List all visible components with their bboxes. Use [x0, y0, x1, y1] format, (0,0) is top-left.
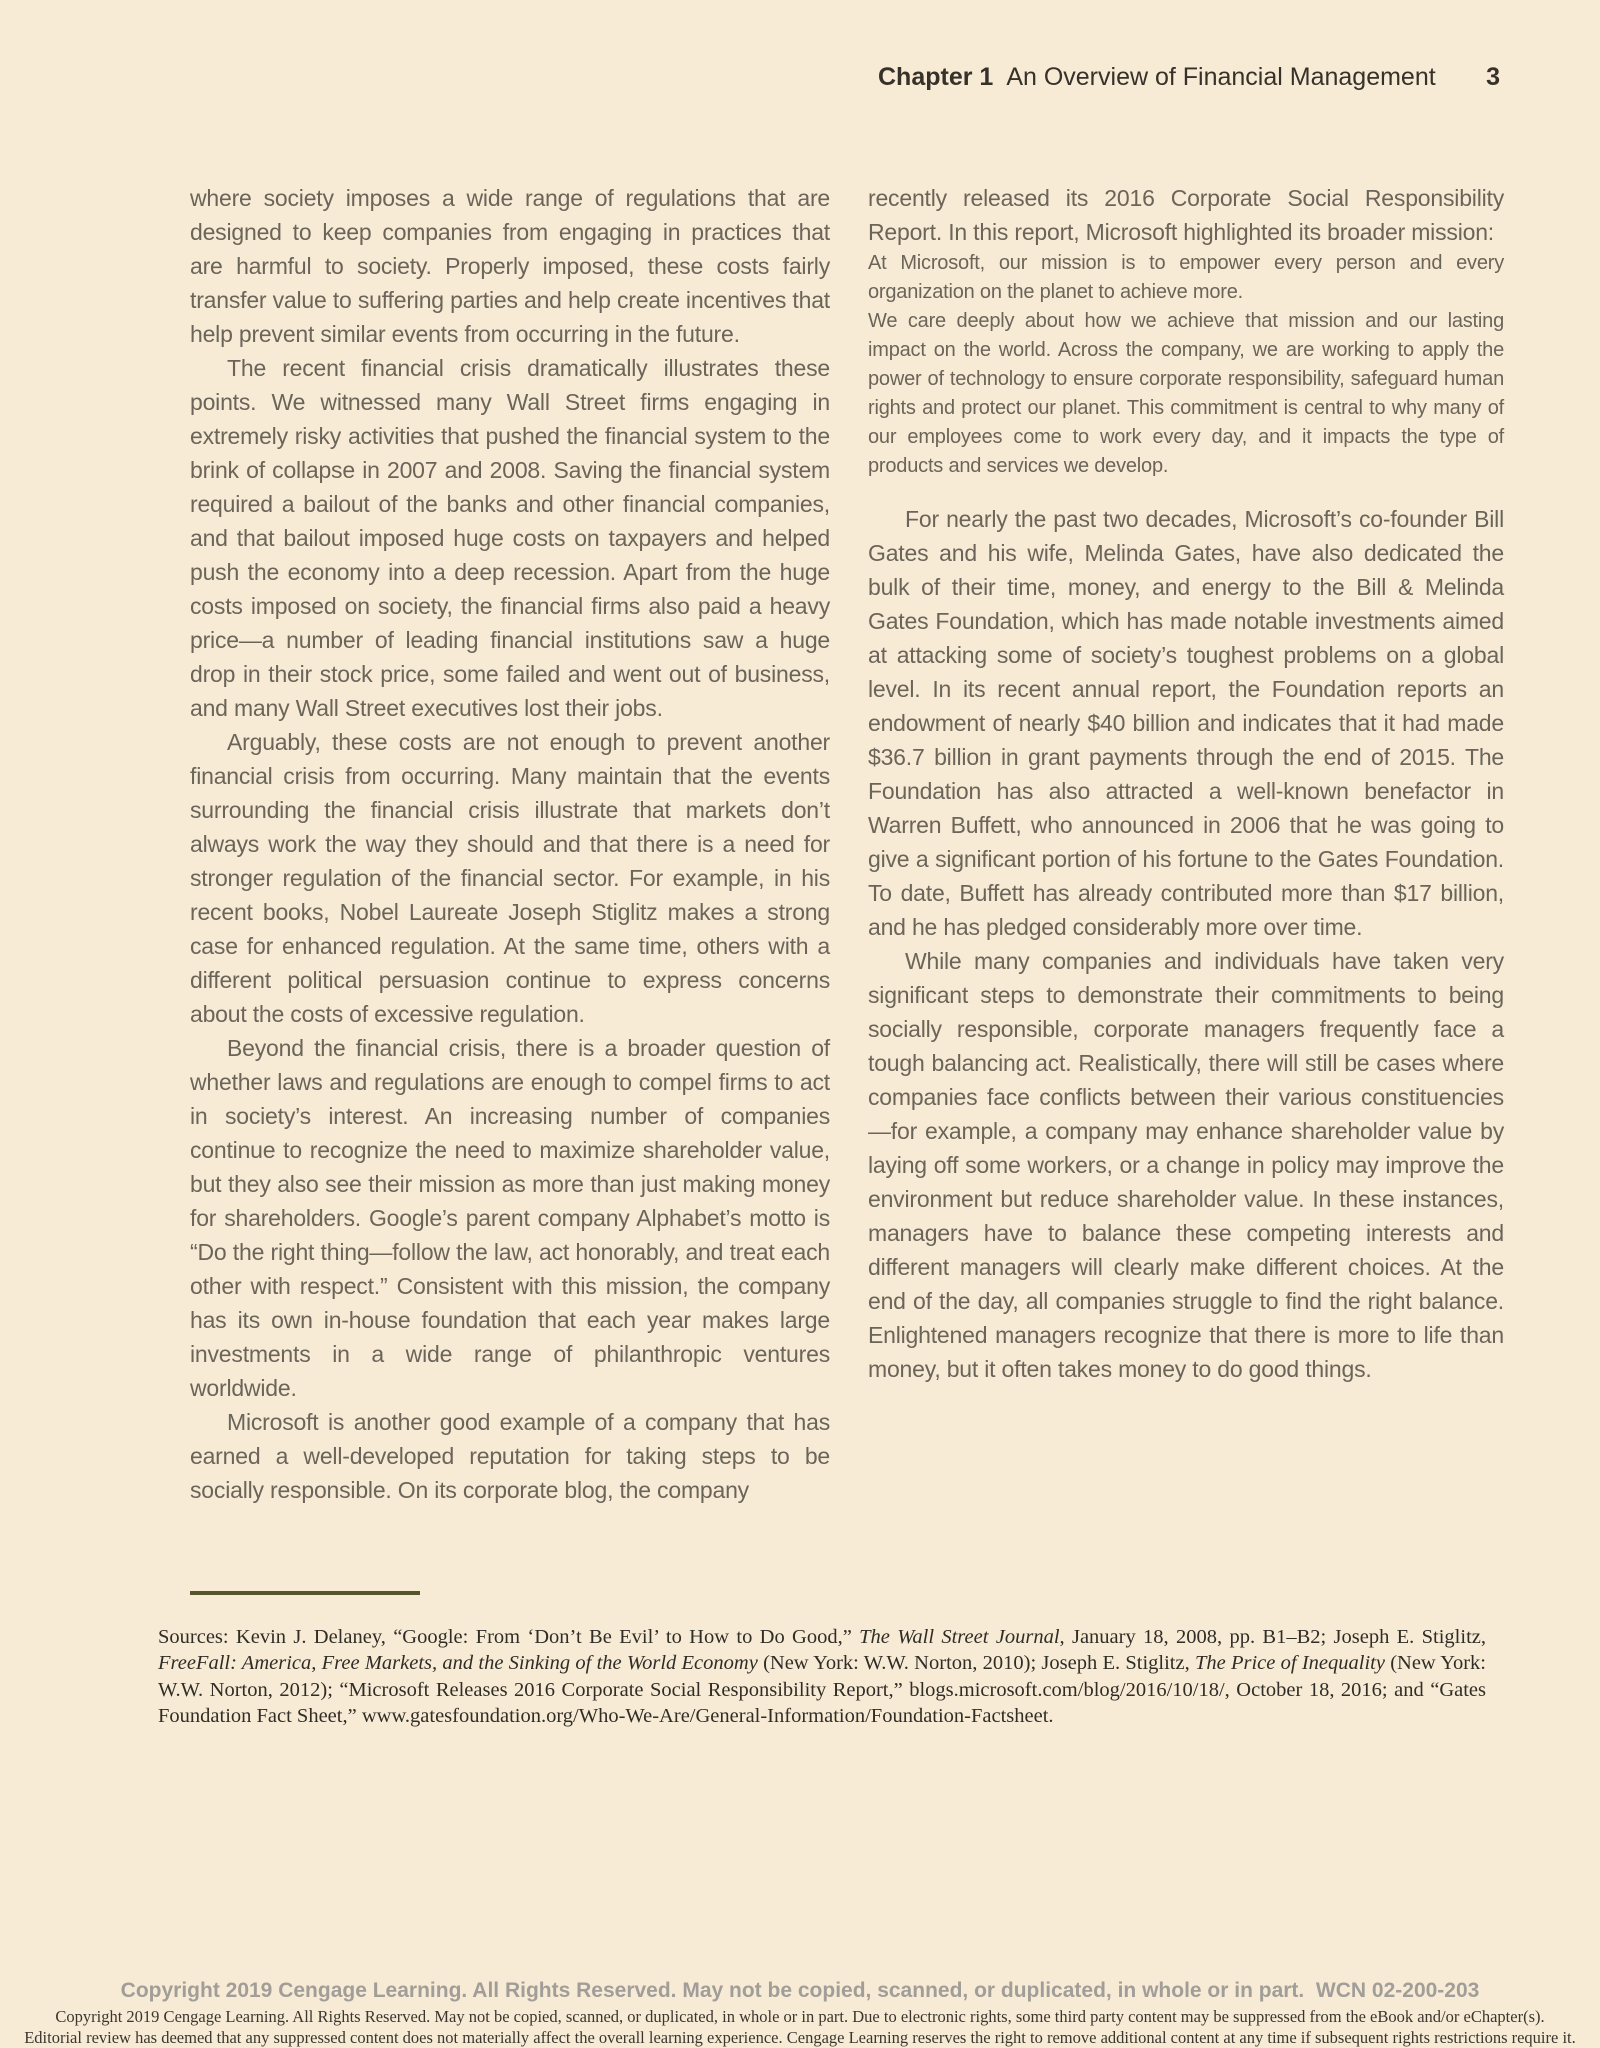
- chapter-label: Chapter 1: [878, 63, 994, 91]
- chapter-title: An Overview of Financial Management: [1006, 63, 1436, 91]
- blockquote-microsoft-mission: At Microsoft, our mission is to empower every person and every organization on the planet to achieve more.: [868, 252, 1504, 303]
- paragraph-balancing-act: While many companies and individuals have taken very significant steps to demonstrate their commitments to being socially responsible, corporate managers frequently face a tough balancing act. Realistically, there will still be cases where companies face conflicts between their various constituencies—for example, a company may enhance shareholder value by laying off some workers, or a change in policy may improve the environment but reduce shareholder value. In these instances, managers have to balance these competing interests and different managers will clearly make different choices. At the end of the day, all companies struggle to find the right balance. Enlightened managers recognize that there is more to life than money, but it often takes money to do good things.: [868, 948, 1504, 1382]
- body-columns: [190, 181, 1504, 1507]
- legal-notice-line-1: Copyright 2019 Cengage Learning. All Rights Reserved. May not be copied, scanned, or duplicated, in whole or in part. Due to electronic rights, some third party content may be suppressed from the eBook and/or eChapter(s).: [55, 2007, 1545, 2026]
- sources-segment: , January 18, 2008, pp. B1–B2; Joseph E. Stiglitz,: [1059, 1625, 1486, 1648]
- running-head: [878, 62, 1436, 92]
- sources-citation: [158, 1624, 1486, 1730]
- paragraph-regulations: where society imposes a wide range of regulations that are designed to keep companies from engaging in practices that are harmful to society. Properly imposed, these costs fairly transfer value to suffering parties and help create incentives that help prevent similar events from occurring in the future.: [190, 185, 830, 347]
- sources-segment: (New York: W.W. Norton, 2012); “Microsoft Releases 2016 Corporate Social Responsibility Report,” blogs.microsoft.com​/blog​/2016​/10​/18​/, October 18, 2016; and “Gates Foundation Fact Sheet,” www.gatesfoundation.org​/Who-We-Are​/General-Information​/Foundation-Factsheet.: [158, 1652, 1487, 1727]
- sources-segment: (New York: W.W. Norton, 2010); Joseph E. Stiglitz,: [757, 1652, 1195, 1674]
- paragraph-csr-report: recently released its 2016 Corporate Social Responsibility Report. In this report, Microsoft highlighted its broader mission:: [868, 185, 1504, 245]
- copyright-notice: Copyright 2019 Cengage Learning. All Rights Reserved. May not be copied, scanned, or duplicated, in whole or in part. WCN 02-200-203: [120, 1979, 1480, 2002]
- legal-notice-line-2: Editorial review has deemed that any suppressed content does not materially affect the overall learning experience. Cengage Learning reserves the right to remove additional content at any time if subsequent rights restrictions require it.: [24, 2028, 1576, 2047]
- paragraph-beyond-crisis: Beyond the financial crisis, there is a broader question of whether laws and regulations are enough to compel firms to act in society’s interest. An increasing number of companies continue to recognize the need to maximize shareholder value, but they also see their mission as more than just making money for shareholders. Google’s parent company Alphabet’s motto is “Do the right thing—follow the law, act honorably, and treat each other with respect.” Consistent with this mission, the company has its own in-house foundation that each year makes large investments in a wide range of philanthropic ventures worldwide.: [190, 1035, 830, 1401]
- sources-title-wsj: The Wall Street Journal: [859, 1625, 1060, 1648]
- right-column: [868, 181, 1504, 1507]
- paragraph-gates-foundation: For nearly the past two decades, Microsoft’s co-founder Bill Gates and his wife, Melinda Gates, have also dedicated the bulk of their time, money, and energy to the Bill & Melinda Gates Foundation, which has made notable investments aimed at attacking some of society’s toughest problems on a global level. In its recent annual report, the Foundation reports an endowment of nearly $40 billion and indicates that it had made $36.7 billion in grant payments through the end of 2015. The Foundation has also attracted a well-known benefactor in Warren Buffett, who announced in 2006 that he was going to give a significant portion of his fortune to the Gates Foundation. To date, Buffett has already contributed more than $17 billion, and he has pledged considerably more over time.: [868, 506, 1504, 940]
- sources-segment: Sources: Kevin J. Delaney, “Google: From ‘Don’t Be Evil’ to How to Do Good,”: [158, 1625, 860, 1648]
- left-column: [190, 181, 830, 1507]
- page-number: 3: [1486, 63, 1500, 91]
- paragraph-regulation-debate: Arguably, these costs are not enough to prevent another financial crisis from occurring. Many maintain that the events surrounding the financial crisis illustrate that markets don’t always work the way they should and that there is a need for stronger regulation of the financial sector. For example, in his recent books, Nobel Laureate Joseph Stiglitz makes a strong case for enhanced regulation. At the same time, others with a different political persuasion continue to express concerns about the costs of excessive regulation.: [190, 729, 830, 1027]
- sources-divider: [190, 1591, 420, 1595]
- paragraph-financial-crisis: The recent financial crisis dramatically illustrates these points. We witnessed many Wall Street firms engaging in extremely risky activities that pushed the financial system to the brink of collapse in 2007 and 2008. Saving the financial system required a bailout of the banks and other financial companies, and that bailout imposed huge costs on taxpayers and helped push the economy into a deep recession. Apart from the huge costs imposed on society, the financial firms also paid a heavy price—a number of leading financial institutions saw a huge drop in their stock price, some failed and went out of business, and many Wall Street executives lost their jobs.: [190, 355, 830, 721]
- sources-title-freefall: FreeFall: America, Free Markets, and the Sinking of the World Economy: [158, 1652, 758, 1674]
- blockquote-microsoft-values: We care deeply about how we achieve that mission and our lasting impact on the world. Across the company, we are working to apply the power of technology to ensure corporate responsibility, safeguard human rights and protect our planet. This commitment is central to why many of our employees come to work every day, and it impacts the type of products and services we develop.: [868, 310, 1504, 477]
- sources-title-price-of-inequality: The Price of Inequality: [1194, 1652, 1385, 1674]
- paragraph-microsoft-intro: Microsoft is another good example of a company that has earned a well-developed reputation for taking steps to be socially responsible. On its corporate blog, the company: [190, 1409, 830, 1503]
